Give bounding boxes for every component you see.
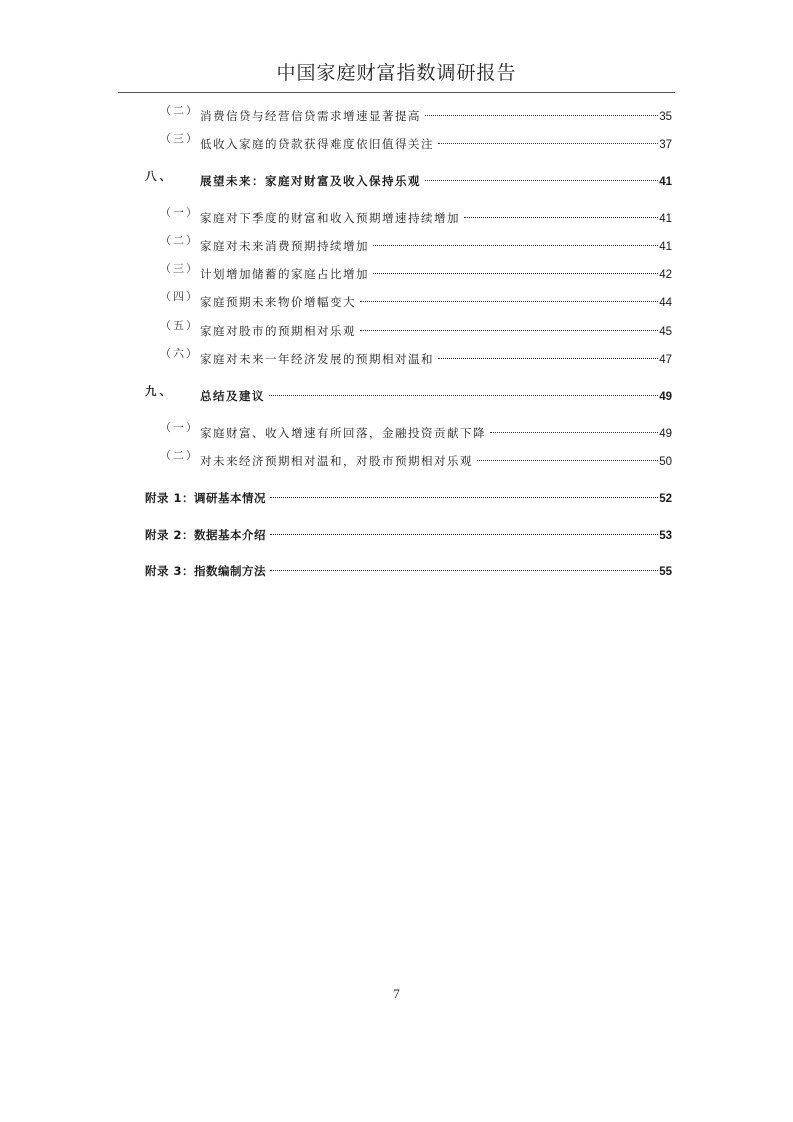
toc-appendix-title: 附录 2：数据基本介绍 — [145, 528, 267, 542]
toc-chapter-title: 展望未来：家庭对财富及收入保持乐观 — [200, 174, 421, 188]
toc-entry-number: （五） — [160, 319, 199, 332]
toc-chapter-page: 49 — [659, 391, 672, 403]
toc-entry-page: 47 — [659, 354, 672, 366]
toc-leader-dots — [438, 345, 658, 363]
toc-entry-page: 49 — [659, 428, 672, 440]
toc-leader-dots — [373, 232, 658, 250]
toc-appendix-1[interactable] — [0, 484, 793, 505]
toc-leader-dots — [269, 382, 658, 400]
toc-entry-number: （三） — [160, 262, 199, 275]
toc-appendix-3[interactable] — [0, 557, 793, 578]
toc-leader-dots — [477, 447, 658, 465]
toc-entry-page: 45 — [659, 326, 672, 338]
toc-entry-number: （四） — [160, 290, 199, 303]
toc-entry-number: （一） — [160, 206, 199, 219]
toc-entry-page: 41 — [659, 213, 672, 225]
toc-entry-title: 家庭财富、收入增速有所回落，金融投资贡献下降 — [200, 426, 486, 440]
toc-chapter-title: 总结及建议 — [200, 389, 265, 403]
toc-leader-dots — [270, 521, 658, 539]
page-header-title: 中国家庭财富指数调研报告 — [276, 62, 517, 84]
toc-entry-8-3[interactable] — [0, 260, 793, 281]
toc-entry-8-2[interactable] — [0, 232, 793, 253]
toc-entry-number: （二） — [160, 449, 199, 462]
toc-entry-title: 家庭预期未来物价增幅变大 — [200, 295, 356, 309]
toc-entry-page: 44 — [659, 297, 672, 309]
toc-entry-7-2[interactable] — [0, 102, 793, 123]
toc-leader-dots — [425, 102, 658, 120]
toc-entry-number: （三） — [160, 132, 199, 145]
toc-entry-8-4[interactable] — [0, 288, 793, 309]
toc-leader-dots — [270, 484, 658, 502]
toc-chapter-number: 九、 — [145, 384, 174, 398]
toc-entry-number: （一） — [160, 421, 199, 434]
toc-entry-number: （二） — [160, 104, 199, 117]
toc-leader-dots — [464, 204, 658, 222]
toc-entry-page: 42 — [659, 269, 672, 281]
toc-chapter-page: 41 — [659, 176, 672, 188]
toc-entry-9-1[interactable] — [0, 419, 793, 440]
toc-leader-dots — [360, 288, 658, 306]
toc-chapter-9[interactable] — [0, 382, 793, 403]
toc-appendix-page: 52 — [659, 493, 672, 505]
toc-leader-dots — [373, 260, 658, 278]
toc-entry-title: 家庭对股市的预期相对乐观 — [200, 324, 356, 338]
toc-appendix-2[interactable] — [0, 521, 793, 542]
toc-leader-dots — [438, 130, 658, 148]
toc-appendix-page: 55 — [659, 566, 672, 578]
toc-entry-number: （二） — [160, 234, 199, 247]
toc-entry-page: 37 — [659, 139, 672, 151]
toc-appendix-title: 附录 1：调研基本情况 — [145, 491, 267, 505]
toc-chapter-number: 八、 — [145, 169, 174, 183]
toc-entry-8-1[interactable] — [0, 204, 793, 225]
toc-entry-page: 35 — [659, 111, 672, 123]
toc-entry-title: 低收入家庭的贷款获得难度依旧值得关注 — [200, 137, 434, 151]
toc-entry-7-3[interactable] — [0, 130, 793, 151]
toc-entry-8-6[interactable] — [0, 345, 793, 366]
toc-entry-title: 计划增加储蓄的家庭占比增加 — [200, 267, 369, 281]
toc-leader-dots — [425, 167, 658, 185]
toc-appendix-page: 53 — [659, 530, 672, 542]
toc-entry-title: 家庭对未来消费预期持续增加 — [200, 239, 369, 253]
toc-entry-title: 家庭对未来一年经济发展的预期相对温和 — [200, 352, 434, 366]
toc-entry-title: 对未来经济预期相对温和，对股市预期相对乐观 — [200, 454, 473, 468]
toc-appendix-title: 附录 3：指数编制方法 — [145, 564, 267, 578]
toc-entry-8-5[interactable] — [0, 317, 793, 338]
toc-entry-title: 消费信贷与经营信贷需求增速显著提高 — [200, 109, 421, 123]
toc-leader-dots — [270, 557, 658, 575]
toc-leader-dots — [490, 419, 658, 437]
page-number: 7 — [393, 986, 400, 1001]
toc-entry-title: 家庭对下季度的财富和收入预期增速持续增加 — [200, 211, 460, 225]
toc-entry-number: （六） — [160, 347, 199, 360]
toc-chapter-8[interactable] — [0, 167, 793, 188]
toc-entry-9-2[interactable] — [0, 447, 793, 468]
toc-entry-page: 50 — [659, 456, 672, 468]
toc-entry-page: 41 — [659, 241, 672, 253]
toc-leader-dots — [360, 317, 658, 335]
